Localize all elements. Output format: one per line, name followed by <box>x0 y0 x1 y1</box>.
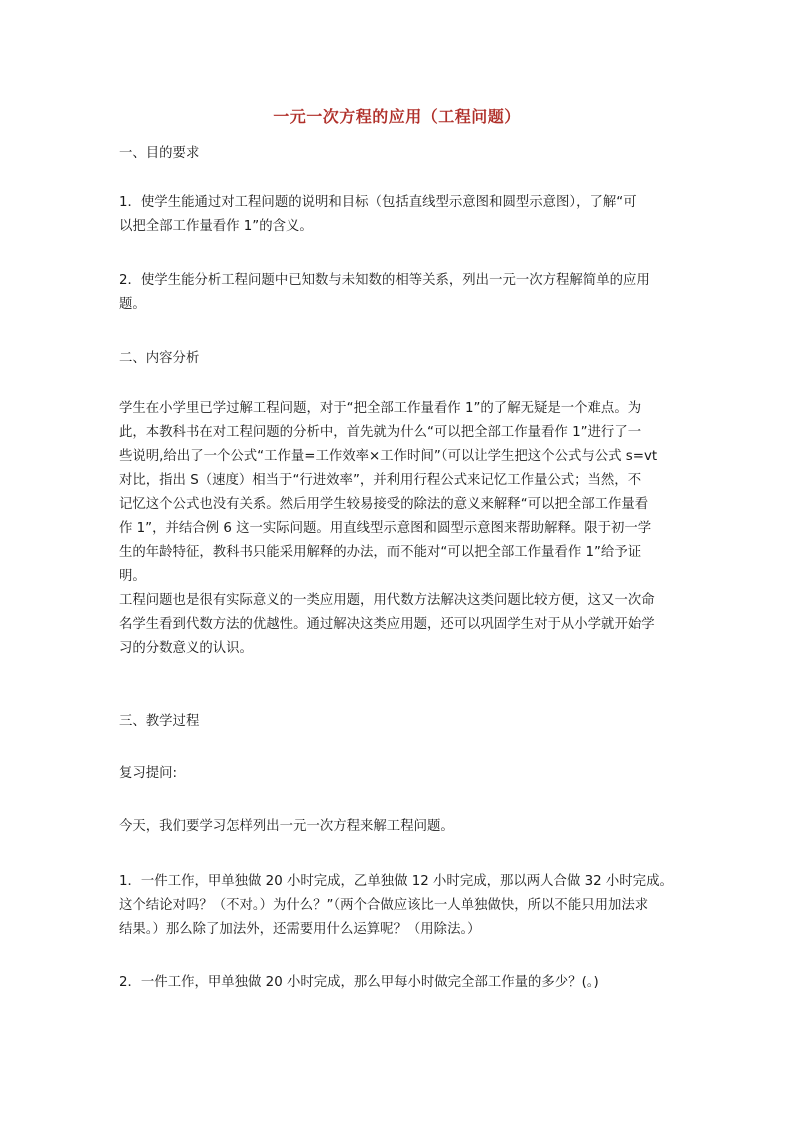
document-title: 一元一次方程的应用（工程问题） <box>273 107 521 126</box>
objective-item-2 <box>119 269 679 317</box>
paragraph-line: 这个结论对吗？（不对。）为什么？”（两个合做应该比一人单独做快，所以不能只用加法求 <box>119 898 649 913</box>
paragraph-line: 1．使学生能通过对工程问题的说明和目标（包括直线型示意图和圆型示意图），了解“可 <box>119 195 637 210</box>
paragraph-line: 2．使学生能分析工程问题中已知数与未知数的相等关系，列出一元一次方程解简单的应用 <box>119 273 650 288</box>
paragraph-line: 对比，指出 S（速度）相当于“行进效率”，并利用行程公式来记忆工作量公式；当然，不 <box>119 473 642 488</box>
paragraph-line: 名学生看到代数方法的优越性。通过解决这类应用题，还可以巩固学生对于从小学就开始学 <box>119 617 655 632</box>
paragraph-line: 2．一件工作，甲单独做 20 小时完成，那么甲每小时做完全部工作量的多少？(。) <box>119 975 599 990</box>
paragraph-line: 以把全部工作量看作 1”的含义。 <box>119 219 313 234</box>
section-heading-content-analysis: 二、内容分析 <box>119 351 200 366</box>
paragraph-line: 作 1”，并结合例 6 这一实际问题。用直线型示意图和圆型示意图来帮助解释。限于初一学 <box>119 521 652 536</box>
paragraph-line: 学生在小学里已学过解工程问题，对于“把全部工作量看作 1”的了解无疑是一个难点。为 <box>119 401 642 416</box>
paragraph-line: 题。 <box>119 297 146 312</box>
paragraph-line: 明。 <box>119 569 146 584</box>
objective-item-1 <box>119 191 679 239</box>
paragraph-line: 结果。）那么除了加法外，还需要用什么运算呢？（用除法。） <box>119 922 481 937</box>
lesson-intro: 今天，我们要学习怎样列出一元一次方程来解工程问题。 <box>119 819 454 834</box>
paragraph-line: 工程问题也是很有实际意义的一类应用题，用代数方法解决这类问题比较方便，这又一次命 <box>119 593 655 608</box>
paragraph-line: 习的分数意义的认识。 <box>119 641 253 656</box>
question-1 <box>119 870 679 942</box>
section-heading-teaching-process: 三、教学过程 <box>119 714 200 729</box>
paragraph-line: 1．一件工作，甲单独做 20 小时完成，乙单独做 12 小时完成，那以两人合做 32 小时完成。 <box>119 874 673 889</box>
analysis-paragraph-1 <box>119 397 679 589</box>
paragraph-line: 记忆这个公式也没有关系。然后用学生较易接受的除法的意义来解释“可以把全部工作量看 <box>119 497 649 512</box>
paragraph-line: 此，本教科书在对工程问题的分析中，首先就为什么“可以把全部工作量看作 1”进行了一 <box>119 425 642 440</box>
section-heading-objectives: 一、目的要求 <box>119 146 200 161</box>
analysis-paragraph-2 <box>119 589 679 661</box>
question-2 <box>119 971 679 995</box>
paragraph-line: 些说明,给出了一个公式“工作量=工作效率×工作时间”（可以让学生把这个公式与公式 s=vt <box>119 449 658 464</box>
review-label: 复习提问: <box>119 766 178 781</box>
paragraph-line: 生的年龄特征，教科书只能采用解释的办法，而不能对“可以把全部工作量看作 1”给予证 <box>119 545 642 560</box>
